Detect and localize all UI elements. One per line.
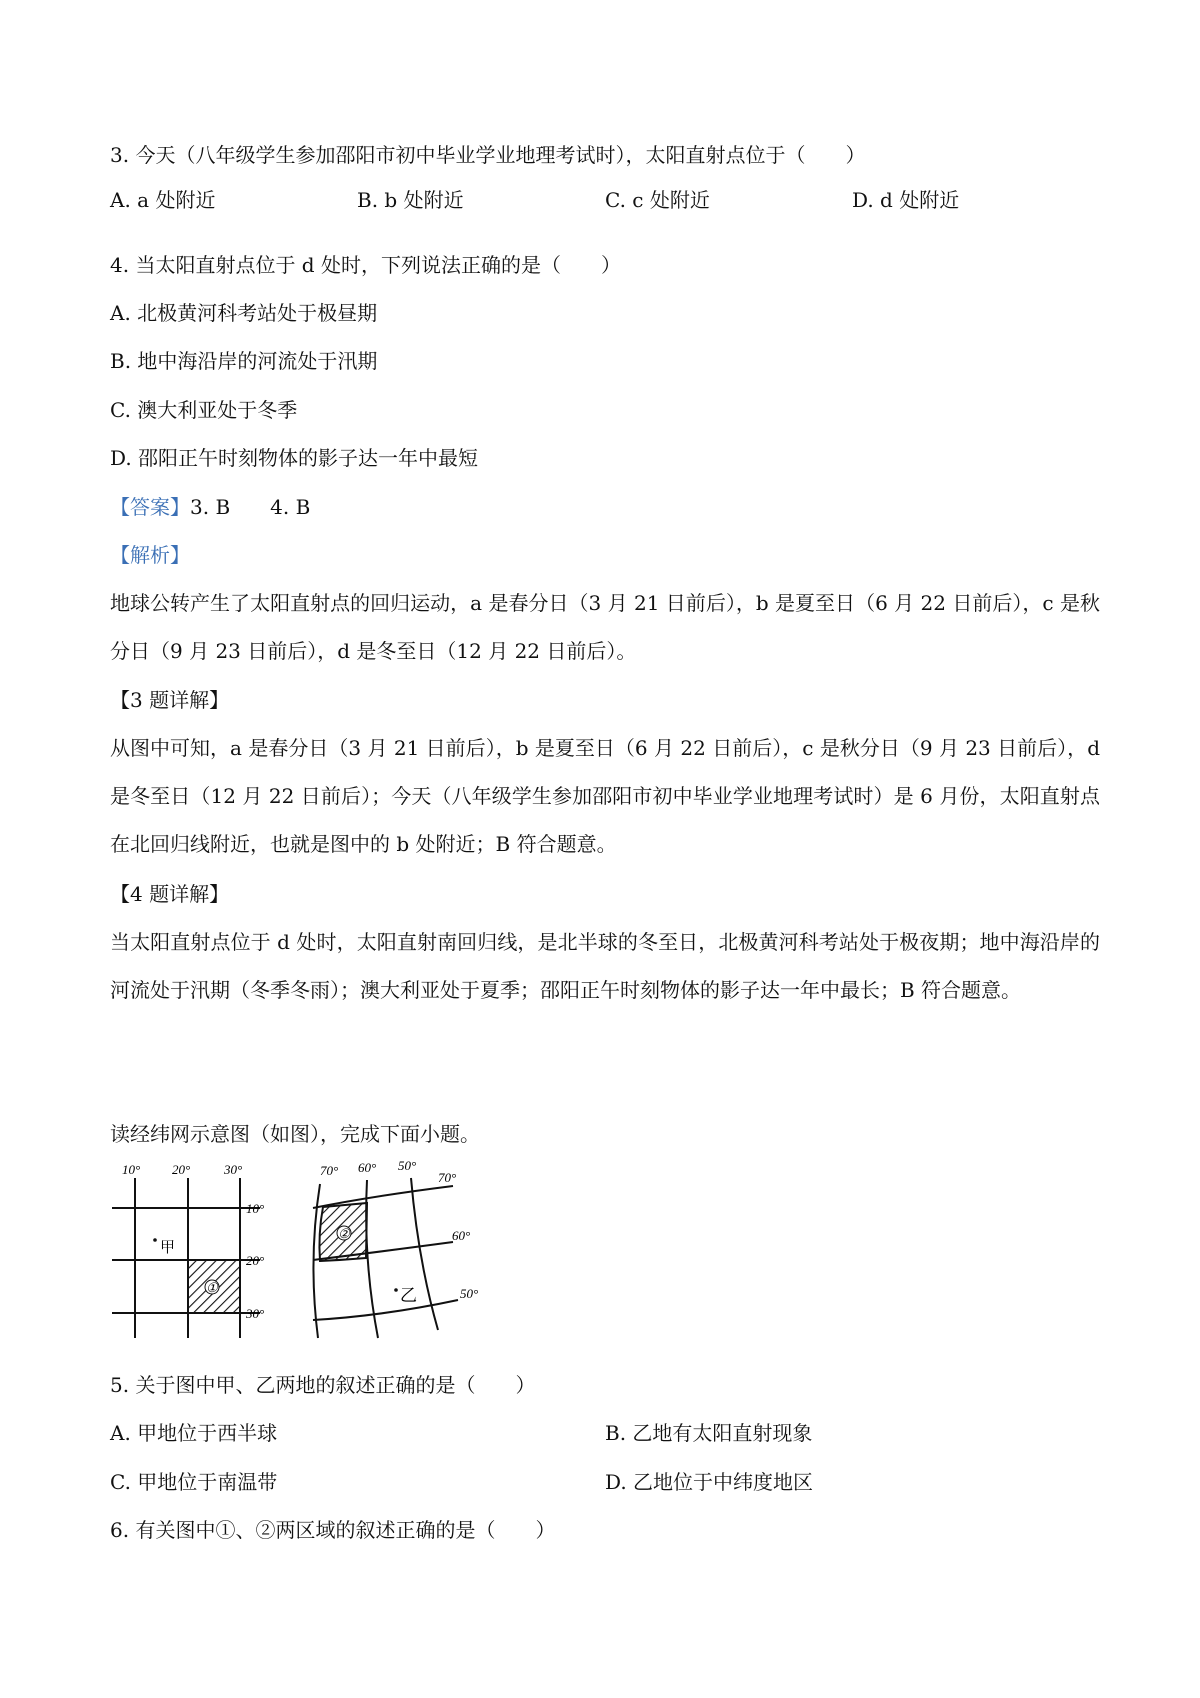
right-lon-70: 70° (320, 1163, 339, 1178)
left-lat-20: 20° (246, 1253, 265, 1268)
q5-option-c: C. 甲地位于南温带 (110, 1470, 278, 1494)
q3-option-b: B. b 处附近 (357, 188, 464, 212)
q6-stem: 6. 有关图中①、②两区域的叙述正确的是（ ） (110, 1518, 556, 1542)
right-region-label: ② (338, 1226, 350, 1241)
q5-stem: 5. 关于图中甲、乙两地的叙述正确的是（ ） (110, 1373, 536, 1397)
left-lat-10: 10° (246, 1201, 265, 1216)
q5-option-b: B. 乙地有太阳直射现象 (605, 1421, 813, 1445)
detail4-label: 【4 题详解】 (110, 882, 230, 906)
q4-option-b: B. 地中海沿岸的河流处于汛期 (110, 349, 378, 373)
left-lon-10: 10° (122, 1162, 141, 1177)
answer-line (110, 493, 310, 521)
q5-option-a: A. 甲地位于西半球 (110, 1421, 278, 1445)
right-lon-50: 50° (398, 1160, 417, 1173)
analysis-label: 【解析】 (110, 543, 190, 567)
graticule-figure (108, 1160, 508, 1350)
q3-option-d: D. d 处附近 (852, 188, 960, 212)
left-lat-30: 30° (246, 1306, 265, 1321)
answer-label: 【答案】 (110, 495, 190, 519)
right-point-yi: 乙 (400, 1286, 417, 1306)
q3-stem: 3. 今天（八年级学生参加邵阳市初中毕业学业地理考试时），太阳直射点位于（ ） (110, 143, 866, 167)
q3-option-c: C. c 处附近 (605, 188, 710, 212)
q5-option-d: D. 乙地位于中纬度地区 (605, 1470, 814, 1494)
left-lon-30: 30° (224, 1162, 243, 1177)
right-lat-70: 70° (438, 1170, 457, 1185)
q4-option-d: D. 邵阳正午时刻物体的影子达一年中最短 (110, 446, 479, 470)
q4-option-a: A. 北极黄河科考站处于极昼期 (110, 301, 378, 325)
left-lon-20: 20° (172, 1162, 191, 1177)
detail3-label: 【3 题详解】 (110, 688, 230, 712)
detail3-text: 从图中可知，a 是春分日（3 月 21 日前后），b 是夏至日（6 月 22 日前后），c 是秋分日（9 月 23 日前后），d 是冬至日（12 月 22 日前后）；今天（八年级学生参加邵阳市初中毕业学业地理考试时）是 6 月份，太阳直射点在北回归线附近，也就是图中的 b 处附近；B 符合题意。 (110, 736, 1100, 856)
q3-option-a: A. a 处附近 (110, 188, 216, 212)
right-lat-50: 50° (460, 1286, 479, 1301)
left-point-jia: 甲 (160, 1238, 176, 1256)
left-region-label: ① (206, 1280, 218, 1295)
detail4-text: 当太阳直射点位于 d 处时，太阳直射南回归线，是北半球的冬至日，北极黄河科考站处于极夜期；地中海沿岸的河流处于汛期（冬季冬雨）；澳大利亚处于夏季；邵阳正午时刻物体的影子达一年中最长；B 符合题意。 (110, 930, 1100, 1002)
answer-text: 3. B 4. B (190, 495, 311, 519)
intro-text: 读经纬网示意图（如图），完成下面小题。 (110, 1122, 480, 1146)
right-lat-60: 60° (452, 1228, 471, 1243)
analysis-text: 地球公转产生了太阳直射点的回归运动，a 是春分日（3 月 21 日前后），b 是夏至日（6 月 22 日前后），c 是秋分日（9 月 23 日前后），d 是冬至日（12 月 22 日前后）。 (110, 591, 1100, 663)
q4-stem: 4. 当太阳直射点位于 d 处时，下列说法正确的是（ ） (110, 253, 621, 277)
right-lon-60: 60° (358, 1160, 377, 1175)
q4-option-c: C. 澳大利亚处于冬季 (110, 398, 298, 422)
